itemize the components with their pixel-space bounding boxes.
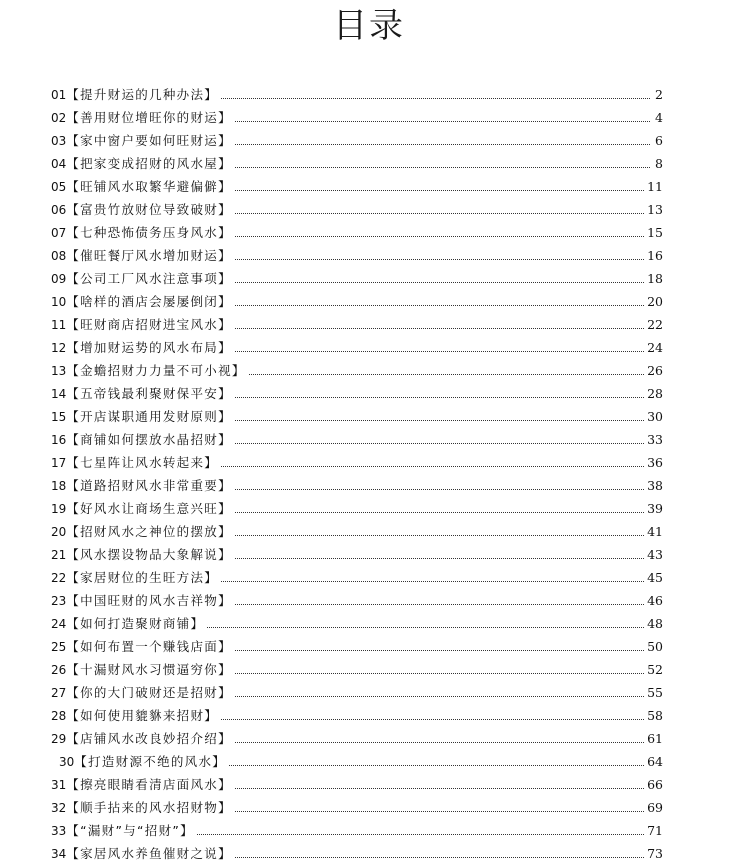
toc-entry-number: 20 [51, 525, 67, 539]
toc-leader-dots [235, 350, 644, 352]
toc-entry-title: 【七星阵让风水转起来】 [66, 455, 219, 470]
toc-leader-dots [235, 534, 644, 536]
toc-entry[interactable] [51, 494, 663, 517]
toc-entry-title: 【如何打造聚财商铺】 [66, 616, 205, 631]
toc-entry-number: 27 [51, 686, 67, 700]
toc-entry-page-number: 69 [647, 800, 663, 815]
toc-entry-number: 31 [51, 778, 67, 792]
toc-entry-title: 【如何布置一个赚钱店面】 [66, 639, 232, 654]
toc-entry[interactable] [51, 241, 663, 264]
toc-leader-dots [235, 419, 644, 421]
toc-entry[interactable] [51, 770, 663, 793]
toc-leader-dots [235, 327, 644, 329]
toc-entry-title: 【催旺餐厅风水增加财运】 [66, 248, 232, 263]
toc-entry-number: 17 [51, 456, 67, 470]
toc-entry-number: 26 [51, 663, 67, 677]
toc-entry[interactable] [51, 563, 663, 586]
toc-entry[interactable] [51, 379, 663, 402]
toc-entry-title: 【擦亮眼睛看清店面风水】 [66, 777, 232, 792]
toc-entry-title: 【旺财商店招财进宝风水】 [66, 317, 232, 332]
toc-entry-page-number: 66 [647, 777, 663, 792]
toc-entry-title: 【顺手拈来的风水招财物】 [66, 800, 232, 815]
toc-entry-page-number: 15 [647, 225, 663, 240]
toc-entry[interactable] [51, 540, 663, 563]
toc-entry-page-number: 58 [647, 708, 663, 723]
toc-entry-number: 33 [51, 824, 67, 838]
toc-entry-page-number: 11 [647, 179, 663, 194]
toc-entry[interactable] [51, 264, 663, 287]
toc-leader-dots [235, 396, 644, 398]
toc-leader-dots [221, 465, 644, 467]
toc-entry-page-number: 41 [647, 524, 663, 539]
toc-entry-number: 34 [51, 847, 67, 861]
toc-entry-page-number: 50 [647, 639, 663, 654]
toc-entry[interactable] [51, 632, 663, 655]
toc-leader-dots [235, 442, 644, 444]
toc-entry-title: 【道路招财风水非常重要】 [66, 478, 232, 493]
toc-entry-number: 09 [51, 272, 67, 286]
toc-entry-page-number: 61 [647, 731, 663, 746]
toc-entry[interactable] [51, 287, 663, 310]
toc-leader-dots [221, 580, 644, 582]
toc-entry-number: 11 [51, 318, 67, 332]
toc-entry-number: 14 [51, 387, 67, 401]
toc-entry-page-number: 48 [647, 616, 663, 631]
toc-entry[interactable] [51, 172, 663, 195]
toc-entry[interactable] [51, 517, 663, 540]
toc-entry-page-number: 2 [655, 87, 663, 102]
toc-entry[interactable] [51, 425, 663, 448]
toc-entry[interactable] [51, 310, 663, 333]
toc-entry-page-number: 33 [647, 432, 663, 447]
toc-leader-dots [235, 603, 644, 605]
toc-entry-page-number: 45 [647, 570, 663, 585]
toc-entry-page-number: 36 [647, 455, 663, 470]
toc-entry-number: 25 [51, 640, 67, 654]
toc-entry-page-number: 30 [647, 409, 663, 424]
toc-leader-dots [235, 741, 644, 743]
toc-entry-number: 04 [51, 157, 67, 171]
toc-entry-number: 07 [51, 226, 67, 240]
toc-leader-dots [197, 833, 644, 835]
toc-entry-page-number: 64 [647, 754, 663, 769]
toc-entry[interactable] [51, 80, 663, 103]
toc-entry-title: 【家居风水养鱼催财之说】 [66, 846, 232, 861]
toc-entry-title: 【增加财运势的风水布局】 [66, 340, 232, 355]
toc-entry-number: 12 [51, 341, 67, 355]
toc-entry-title: 【“漏财”与“招财”】 [66, 823, 194, 838]
toc-entry[interactable] [51, 333, 663, 356]
toc-entry-title: 【五帝钱最利聚财保平安】 [66, 386, 232, 401]
toc-leader-dots [235, 143, 650, 145]
toc-entry[interactable] [51, 793, 663, 816]
toc-entry[interactable] [51, 724, 663, 747]
toc-entry[interactable] [51, 218, 663, 241]
toc-entry-page-number: 8 [655, 156, 663, 171]
toc-leader-dots [221, 97, 650, 99]
toc-entry-title: 【提升财运的几种办法】 [66, 87, 219, 102]
toc-leader-dots [235, 672, 644, 674]
toc-entry-title: 【公司工厂风水注意事项】 [66, 271, 232, 286]
toc-entry-page-number: 28 [647, 386, 663, 401]
toc-entry[interactable] [51, 609, 663, 632]
toc-entry[interactable] [51, 816, 663, 839]
toc-entry-title: 【好风水让商场生意兴旺】 [66, 501, 232, 516]
toc-entry-number: 23 [51, 594, 67, 608]
toc-leader-dots [235, 212, 644, 214]
toc-leader-dots [235, 557, 644, 559]
toc-entry-number: 06 [51, 203, 67, 217]
toc-entry[interactable] [51, 471, 663, 494]
toc-entry[interactable] [51, 586, 663, 609]
toc-entry-title: 【把家变成招财的风水屋】 [66, 156, 232, 171]
toc-entry-number: 02 [51, 111, 67, 125]
toc-entry-title: 【善用财位增旺你的财运】 [66, 110, 232, 125]
toc-entry[interactable] [51, 126, 663, 149]
toc-entry-number: 16 [51, 433, 67, 447]
toc-leader-dots [235, 235, 644, 237]
toc-entry-title: 【店铺风水改良妙招介绍】 [66, 731, 232, 746]
toc-entry-title: 【开店谋职通用发财原则】 [66, 409, 232, 424]
toc-entry-page-number: 18 [647, 271, 663, 286]
toc-entry[interactable] [51, 839, 663, 862]
toc-entry-number: 28 [51, 709, 67, 723]
toc-entry-title: 【旺铺风水取繁华避偏僻】 [66, 179, 232, 194]
toc-entry-title: 【十漏财风水习惯逼穷你】 [66, 662, 232, 677]
toc-entry-page-number: 22 [647, 317, 663, 332]
toc-leader-dots [249, 373, 644, 375]
toc-entry[interactable] [51, 356, 663, 379]
toc-entry[interactable] [51, 655, 663, 678]
toc-entry-page-number: 71 [647, 823, 663, 838]
toc-entry-number: 05 [51, 180, 67, 194]
toc-entry-page-number: 39 [647, 501, 663, 516]
page-title: 目录 [333, 6, 405, 46]
toc-leader-dots [235, 189, 644, 191]
toc-leader-dots [235, 810, 644, 812]
toc-entry-number: 10 [51, 295, 67, 309]
toc-entry-page-number: 43 [647, 547, 663, 562]
toc-entry-title: 【富贵竹放财位导致破财】 [66, 202, 232, 217]
toc-entry-number: 15 [51, 410, 67, 424]
toc-entry-title: 【中国旺财的风水吉祥物】 [66, 593, 232, 608]
toc-entry-page-number: 73 [647, 846, 663, 861]
toc-leader-dots [235, 695, 644, 697]
toc-entry-number: 03 [51, 134, 67, 148]
toc-entry-title: 【家居财位的生旺方法】 [66, 570, 219, 585]
toc-leader-dots [235, 120, 650, 122]
toc-entry-title: 【如何使用貔貅来招财】 [66, 708, 219, 723]
toc-leader-dots [235, 166, 650, 168]
toc-entry-number: 19 [51, 502, 67, 516]
toc-entry-title: 【金蟾招财力力量不可小视】 [66, 363, 246, 378]
toc-entry-title: 【打造财源不绝的风水】 [74, 754, 227, 769]
toc-entry-page-number: 6 [655, 133, 663, 148]
toc-entry-title: 【招财风水之神位的摆放】 [66, 524, 232, 539]
toc-entry[interactable] [51, 448, 663, 471]
toc-entry-page-number: 13 [647, 202, 663, 217]
toc-entry-page-number: 38 [647, 478, 663, 493]
toc-entry-number: 01 [51, 88, 67, 102]
toc-entry[interactable] [51, 195, 663, 218]
toc-entry-number: 08 [51, 249, 67, 263]
toc-leader-dots [235, 787, 644, 789]
toc-entry[interactable] [51, 678, 663, 701]
toc-entry-page-number: 26 [647, 363, 663, 378]
toc-entry[interactable] [51, 402, 663, 425]
toc-entry-number: 30 [59, 755, 75, 769]
table-of-contents [51, 80, 663, 862]
toc-entry-page-number: 52 [647, 662, 663, 677]
toc-leader-dots [235, 281, 644, 283]
toc-entry-page-number: 4 [655, 110, 663, 125]
toc-leader-dots [235, 856, 644, 858]
toc-entry-page-number: 20 [647, 294, 663, 309]
toc-entry-page-number: 46 [647, 593, 663, 608]
toc-entry-number: 21 [51, 548, 67, 562]
toc-entry[interactable] [51, 701, 663, 724]
toc-leader-dots [207, 626, 644, 628]
toc-entry-title: 【你的大门破财还是招财】 [66, 685, 232, 700]
toc-entry[interactable] [51, 747, 663, 770]
toc-leader-dots [221, 718, 644, 720]
toc-entry-number: 22 [51, 571, 67, 585]
toc-entry-number: 18 [51, 479, 67, 493]
toc-entry-number: 29 [51, 732, 67, 746]
toc-entry-number: 32 [51, 801, 67, 815]
toc-leader-dots [235, 258, 644, 260]
toc-entry-title: 【家中窗户要如何旺财运】 [66, 133, 232, 148]
toc-entry-title: 【商铺如何摆放水晶招财】 [66, 432, 232, 447]
toc-entry-title: 【啥样的酒店会屡屡倒闭】 [66, 294, 232, 309]
toc-entry-page-number: 55 [647, 685, 663, 700]
toc-leader-dots [235, 511, 644, 513]
toc-leader-dots [235, 304, 644, 306]
toc-entry-title: 【风水摆设物品大象解说】 [66, 547, 232, 562]
toc-leader-dots [229, 764, 644, 766]
toc-leader-dots [235, 488, 644, 490]
toc-entry-title: 【七种恐怖债务压身风水】 [66, 225, 232, 240]
toc-entry[interactable] [51, 103, 663, 126]
toc-entry-page-number: 24 [647, 340, 663, 355]
toc-entry-number: 13 [51, 364, 67, 378]
toc-entry-number: 24 [51, 617, 67, 631]
toc-entry-page-number: 16 [647, 248, 663, 263]
toc-entry[interactable] [51, 149, 663, 172]
toc-leader-dots [235, 649, 644, 651]
